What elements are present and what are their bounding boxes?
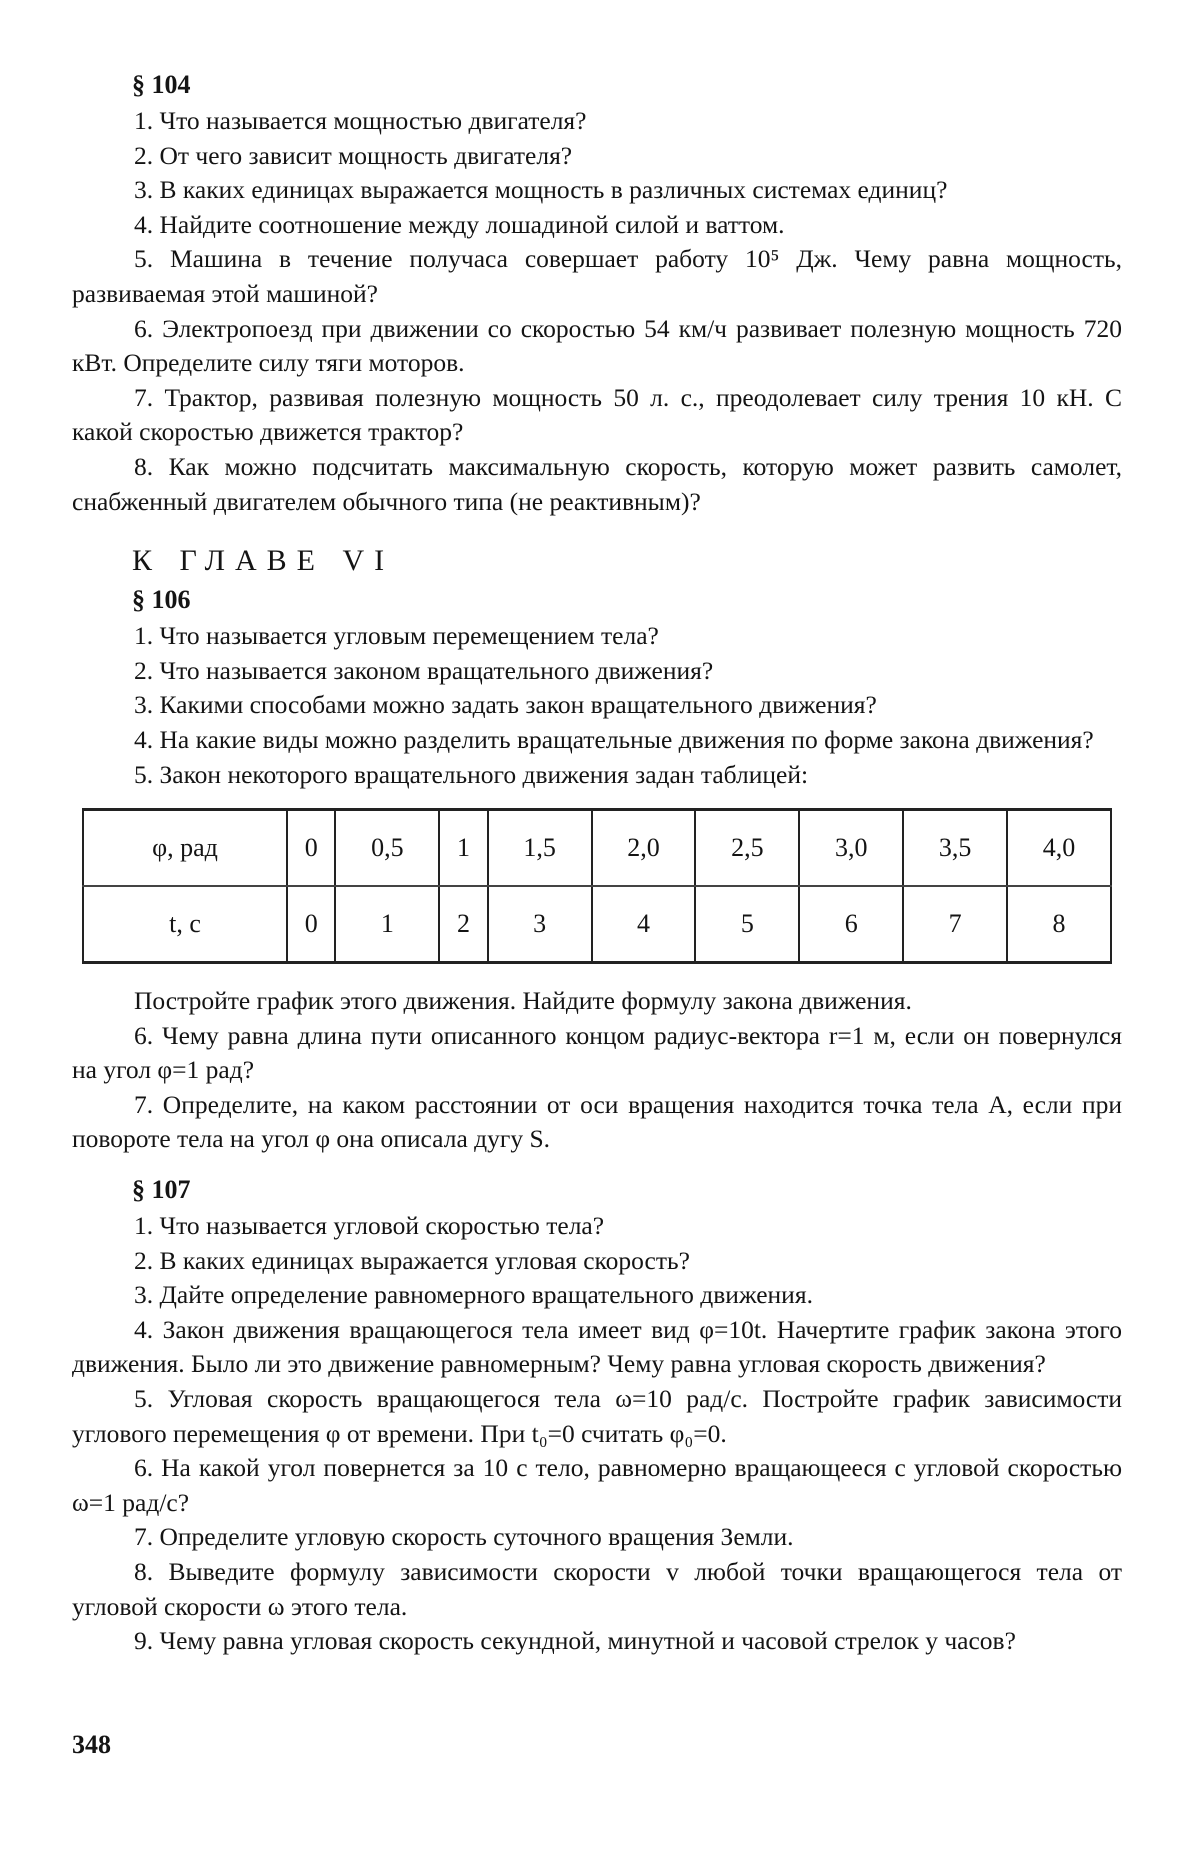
motion-table [82,808,1112,964]
question-106-2: 2. Что называется законом вращательного движения? [134,655,714,685]
question-104-3: 3. В каких единицах выражается мощность в различных системах единиц? [134,175,948,205]
table-cell: 3,5 [903,810,1007,887]
question-106-7: 7. Определите, на каком расстоянии от оси вращения находится точка тела A, если при повороте тела на угол φ она описала дугу S. [72,1089,1122,1154]
table-cell: 4 [592,886,696,963]
table-cell: 8 [1007,886,1111,963]
question-106-3: 3. Какими способами можно задать закон вращательного движения? [134,690,877,720]
question-107-9: 9. Чему равна угловая скорость секундной, минутной и часовой стрелок у часов? [134,1626,1016,1656]
table-followup: Постройте график этого движения. Найдите формулу закона движения. [134,986,912,1016]
question-106-1: 1. Что называется угловым перемещением тела? [134,621,659,651]
table-row-time [83,886,1111,963]
question-107-5: 5. Угловая скорость вращающегося тела ω=10 рад/с. Постройте график зависимости углового перемещения φ от времени. При t₀=0 считать φ₀=0. [72,1384,1122,1448]
table-cell: 0,5 [335,810,439,887]
table-cell: 0 [287,810,335,887]
section-106-heading: § 106 [132,585,191,615]
table-row-label: t, с [83,886,287,963]
question-104-6: 6. Электропоезд при движении со скоростью 54 км/ч развивает полезную мощность 720 кВт. Определите силу тяги моторов. [72,313,1122,378]
page-body [72,68,1122,1659]
question-104-2: 2. От чего зависит мощность двигателя? [134,140,573,170]
table-row-angle [83,810,1111,887]
question-107-3: 3. Дайте определение равномерного вращательного движения. [134,1280,813,1310]
table-cell: 2,5 [695,810,799,887]
question-107-6: 6. На какой угол повернется за 10 с тело, равномерно вращающееся с угловой скоростью ω=1 рад/с? [72,1453,1122,1517]
question-106-6: 6. Чему равна длина пути описанного концом радиус-вектора r=1 м, если он повернулся на угол φ=1 рад? [72,1020,1122,1085]
table-cell: 1 [439,810,487,887]
table-cell: 3,0 [799,810,903,887]
table-row-label: φ, рад [83,810,287,887]
table-cell: 2 [439,886,487,963]
table-cell: 1,5 [488,810,592,887]
question-107-4: 4. Закон движения вращающегося тела имеет вид φ=10t. Начертите график закона этого движения. Было ли это движение равномерным? Чему равна угловая скорость движения? [72,1314,1122,1379]
table-cell: 1 [335,886,439,963]
page-number: 348 [72,1730,111,1759]
table-cell: 4,0 [1007,810,1111,887]
section-104-heading: § 104 [132,70,191,99]
question-104-7: 7. Трактор, развивая полезную мощность 50 л. с., преодолевает силу трения 10 кН. С какой скоростью движется трактор? [72,382,1122,447]
question-107-8: 8. Выведите формулу зависимости скорости v любой точки вращающегося тела от угловой скорости ω этого тела. [72,1557,1122,1621]
question-106-4: 4. На какие виды можно разделить вращательные движения по форме закона движения? [134,724,1094,754]
question-106-5: 5. Закон некоторого вращательного движения задан таблицей: [134,759,809,789]
question-104-1: 1. Что называется мощностью двигателя? [134,106,587,135]
question-107-7: 7. Определите угловую скорость суточного вращения Земли. [134,1522,794,1552]
question-104-4: 4. Найдите соотношение между лошадиной силой и ваттом. [134,209,785,239]
table-cell: 2,0 [592,810,696,887]
table-cell: 3 [488,886,592,963]
table-cell: 0 [287,886,335,963]
section-107-heading: § 107 [132,1175,191,1205]
question-104-8: 8. Как можно подсчитать максимальную скорость, которую может развить самолет, снабженный двигателем обычного типа (не реактивным)? [72,451,1122,516]
question-107-1: 1. Что называется угловой скоростью тела? [134,1211,605,1241]
table-cell: 5 [695,886,799,963]
question-104-5: 5. Машина в течение получаса совершает работу 10⁵ Дж. Чему равна мощность, развиваемая этой машиной? [72,244,1122,308]
table-cell: 7 [903,886,1007,963]
chapter-heading: К ГЛАВЕ VI [132,544,395,578]
question-107-2: 2. В каких единицах выражается угловая скорость? [134,1245,690,1275]
table-cell: 6 [799,886,903,963]
